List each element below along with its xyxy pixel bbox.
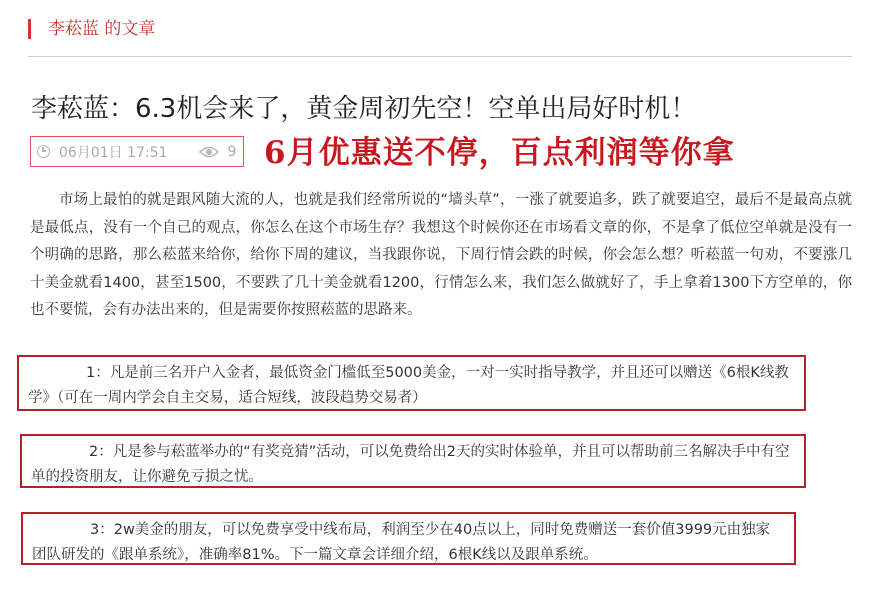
article-body: 市场上最怕的就是跟风随大流的人，也就是我们经常所说的“墙头草”，一涨了就要追多，跌了就要追空，最后不是最高点就是最低点，没有一个自己的观点，你怎么在这个市场生存？我想这个时候你还在市场看文章的你，不是拿了低位空单就是没有一个明确的思路，那么菘蓝来给你，给你下周的建议，当我跟你说，下周行情会跌的时候，你会怎么想？听菘蓝一句劝，不要涨几十美金就看1400，甚至1500，不要跌了几十美金就看1200，行情怎么来，我们怎么做就好了，手上拿着1300下方空单的，你也不要慌，会有办法出来的，但是需要你按照菘蓝的思路来。 — [30, 192, 852, 318]
eye-icon — [199, 146, 219, 158]
clock-icon — [37, 145, 50, 158]
section-header — [28, 18, 852, 40]
article-meta — [30, 136, 244, 167]
offer-box-3: 3：2w美金的朋友，可以免费享受中线布局，利润至少在40点以上，同时免费赠送一套价值3999元由独家团队研发的《跟单系统》，准确率81%。下一篇文章会详细介绍，6根K线以及跟单系统。 — [21, 512, 796, 565]
view-count: 9 — [227, 143, 237, 160]
publish-date: 06月01日 17:51 — [59, 144, 168, 161]
section-accent-bar — [28, 19, 31, 39]
offer-box-2: 2：凡是参与菘蓝举办的“有奖竞猜”活动，可以免费给出2天的实时体验单，并且可以帮助前三名解决手中有空单的投资朋友，让你避免亏损之忧。 — [20, 434, 806, 488]
article-title[interactable]: 李菘蓝：6.3机会来了，黄金周初先空！空单出局好时机！ — [31, 94, 697, 124]
section-title[interactable]: 李菘蓝 的文章 — [48, 19, 156, 39]
divider — [28, 56, 852, 57]
offer-box-1: 1：凡是前三名开户入金者，最低资金门槛低至5000美金，一对一实时指导教学，并且还可以赠送《6根K线教学》（可在一周内学会自主交易，适合短线，波段趋势交易者） — [17, 355, 806, 411]
promo-banner: 6月优惠送不停，百点利润等你拿 — [264, 135, 735, 171]
